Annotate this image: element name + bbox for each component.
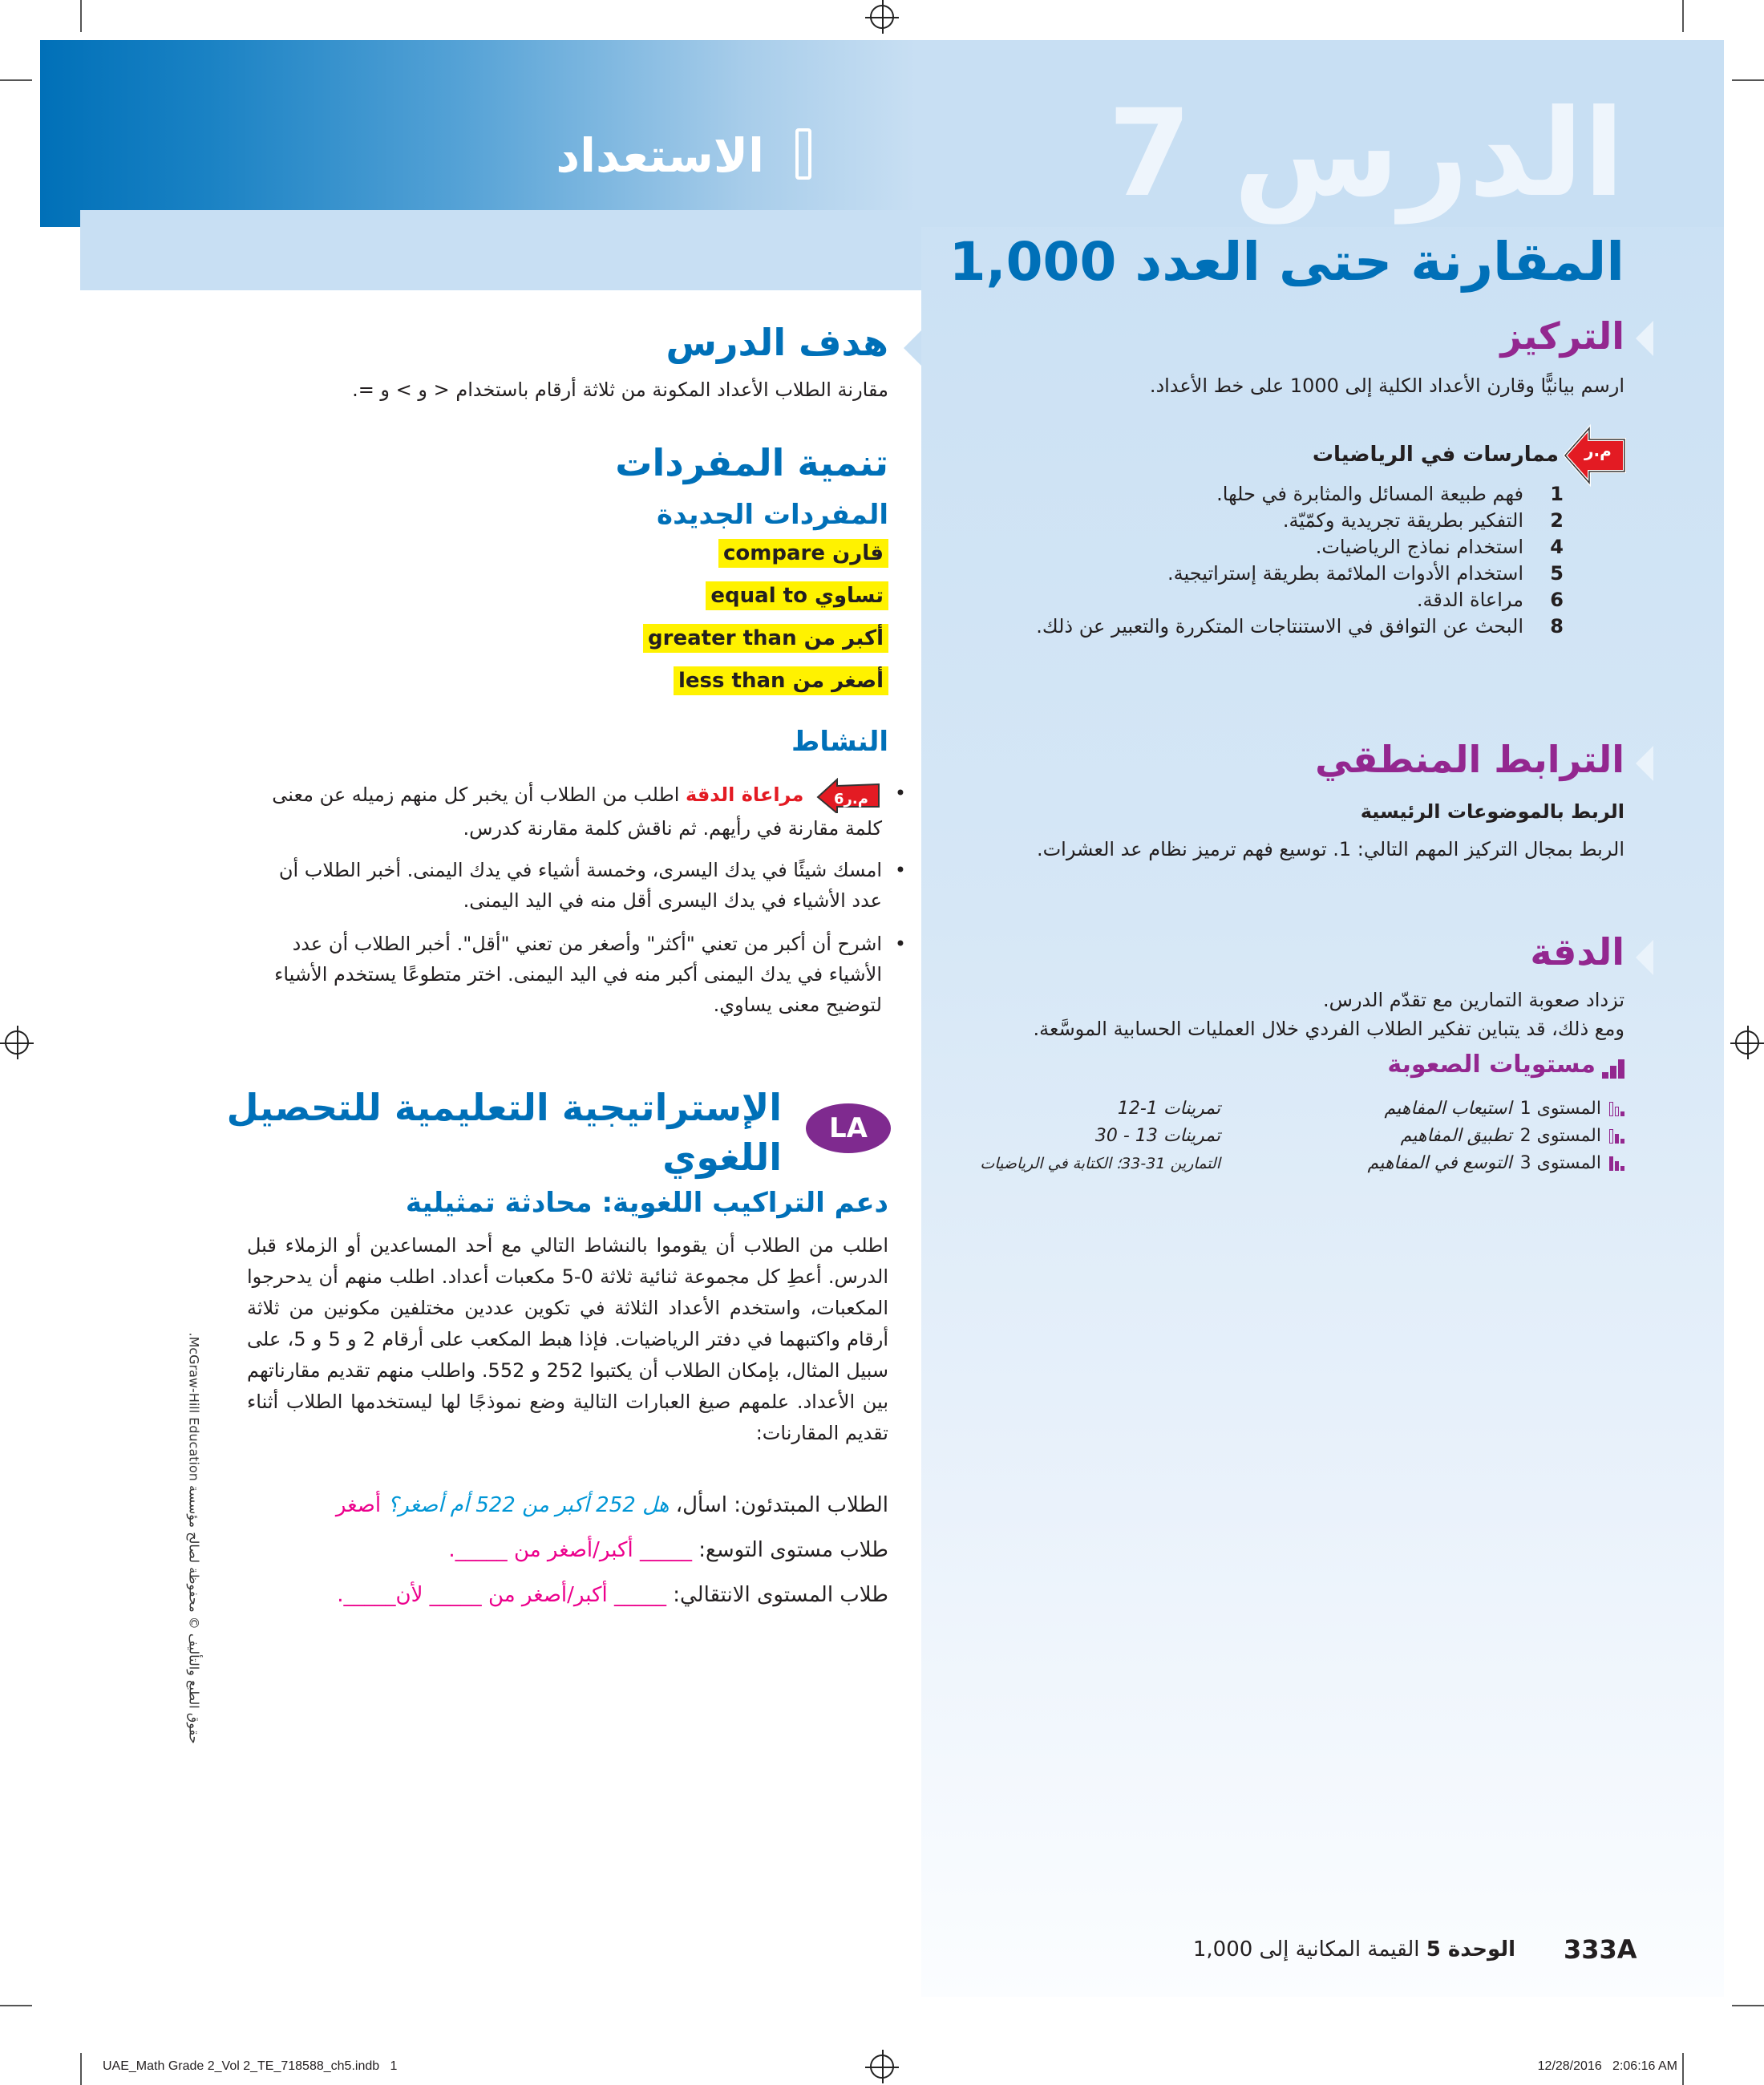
section-marker-icon — [1636, 321, 1653, 356]
activity-heading: النشاط — [791, 726, 888, 758]
level-row — [1385, 1099, 1624, 1119]
unit-title: القيمة المكانية إلى 1,000 — [1192, 1937, 1420, 1962]
coherence-text: الربط بمجال التركيز المهم التالي: 1. توسيع فهم ترميز نظام عد العشرات. — [1036, 838, 1624, 860]
registration-mark-icon — [5, 1030, 29, 1055]
level-name: تطبيق المفاهيم — [1400, 1126, 1512, 1146]
difficulty-bars-icon — [1602, 1059, 1624, 1079]
section-marker-icon — [1636, 746, 1653, 781]
vocab-term: تساوي equal to — [706, 581, 888, 610]
difficulty-levels-heading — [1387, 1051, 1624, 1079]
language-heading-line: اللغوي — [662, 1136, 782, 1179]
level-exercises: تمرينات 13 - 30 — [1094, 1126, 1220, 1146]
level-label: المستوى 2 — [1519, 1126, 1601, 1146]
practice-number: 6 — [1550, 589, 1564, 611]
difficulty-levels-title: مستويات الصعوبة — [1387, 1051, 1596, 1079]
crop-mark — [0, 2005, 32, 2006]
new-vocabulary-subheading: المفردات الجديدة — [657, 499, 888, 531]
objective-heading: هدف الدرس — [666, 321, 888, 364]
practice-text: استخدام نماذج الرياضيات. — [1315, 536, 1523, 558]
beginner-answer: أصغر — [335, 1493, 382, 1517]
vocab-term: قارن compare — [718, 539, 888, 568]
beginner-frame — [336, 1490, 888, 1520]
slug-timestamp: 12/28/2016 2:06:16 AM — [1537, 2059, 1677, 2073]
vocab-term: أصغر من less than — [674, 666, 888, 695]
level-1-icon — [1609, 1102, 1624, 1116]
practice-text: مراعاة الدقة. — [1416, 589, 1523, 611]
coherence-heading: الترابط المنطقي — [1315, 738, 1624, 781]
bullet-text: اشرح أن أكبر من تعني "أكثر" وأصغر من تعني "أقل". أخبر الطلاب أن عدد الأشياء في يدك اليمنى أكبر منه في اليد اليمنى. اختر متطوعًا يستخدم الأشياء لتوضيح معنى يساوي. — [274, 933, 882, 1016]
practice-item — [1036, 613, 1564, 640]
level-name: استيعاب المفاهيم — [1384, 1099, 1512, 1119]
language-paragraph: اطلب من الطلاب أن يقوموا بالنشاط التالي مع أحد المساعدين أو الزملاء قبل الدرس. أعطِ كل مجموعة ثنائية ثلاثة 0-5 مكعبات أعداد. اطلب منهم أن يدحرجوا المكعبات، واستخدم الأعداد الثلاثة في تكوين عددين مختلفين مكونين من ثلاثة أرقام واكتبهما في دفتر الرياضيات. فإذا هبط المكعب على أرقام 2 و 5 و 5، على سبيل المثال، بإمكان الطلاب أن يكتبوا 252 و 552. واطلب منهم تقديم مقارناتهم بين الأعداد. علمهم صيغ العبارات التالية وضع نموذجًا لها ليستخدمها الطلاب أثناء تقديم المقارنات: — [247, 1234, 888, 1444]
level-label: المستوى 1 — [1519, 1099, 1601, 1119]
language-heading — [227, 1083, 782, 1182]
practice-text: التفكير بطريقة تجريدية وكمّيّة. — [1282, 509, 1523, 532]
registration-mark-icon — [870, 5, 894, 29]
level-exercises: التمارين 31-33؛ الكتابة في الرياضيات — [980, 1155, 1220, 1172]
registration-mark-icon — [1735, 1030, 1759, 1055]
focus-description: ارسم بيانيًّا وقارن الأعداد الكلية إلى 1000 على خط الأعداد. — [1149, 374, 1624, 397]
practice-number: 2 — [1550, 509, 1564, 532]
practice-item — [1036, 534, 1564, 561]
practice-item — [1036, 561, 1564, 587]
math-practices-badge-label: م.ر — [1584, 441, 1612, 460]
activity-bullet — [257, 929, 882, 1020]
level-2-icon — [1609, 1129, 1624, 1144]
slug-file: UAE_Math Grade 2_Vol 2_TE_718588_ch5.indb 1 — [103, 2059, 398, 2073]
level-row — [1401, 1126, 1624, 1146]
level-3-icon — [1609, 1156, 1624, 1171]
practice-number: 4 — [1550, 536, 1564, 558]
bullet-text: امسك شيئًا في يدك اليسرى، وخمسة أشياء في يدك اليمنى. أخبر الطلاب أن عدد الأشياء في يدك اليسرى أقل منه في اليد اليمنى. — [278, 859, 882, 912]
rigor-line-2: ومع ذلك، قد يتباين تفكير الطلاب الفردي خلال العمليات الحسابية الموسَّعة. — [1033, 1018, 1624, 1040]
rigor-heading: الدقة — [1530, 930, 1624, 974]
section-label: الاستعداد — [556, 128, 764, 183]
unit-label: الوحدة 5 — [1426, 1937, 1515, 1962]
objective-text: مقارنة الطلاب الأعداد المكونة من ثلاثة أرقام باستخدام < و > و =. — [352, 379, 888, 401]
practice-text: فهم طبيعة المسائل والمثابرة في حلها. — [1216, 483, 1523, 505]
language-subheading: دعم التراكيب اللغوية: محادثة تمثيلية — [405, 1187, 888, 1219]
math-practices-heading: ممارسات في الرياضيات — [1312, 443, 1559, 467]
expanding-label: طلاب مستوى التوسع: — [698, 1538, 888, 1562]
practice-item — [1036, 587, 1564, 613]
bridging-label: طلاب المستوى الانتقالي: — [673, 1583, 888, 1607]
level-row — [1368, 1153, 1624, 1173]
math-practices-list — [1036, 481, 1564, 640]
language-heading-line: الإستراتيجية التعليمية للتحصيل — [226, 1086, 782, 1129]
bullet-text: اطلب من الطلاب أن يخبر كل منهم زميله عن معنى كلمة مقارنة في رأيهم. ثم ناقش كلمة مقارنة كدرس. — [272, 783, 882, 840]
beginner-question: هل 252 أكبر من 522 أم أصغر؟ — [387, 1493, 670, 1517]
la-badge-label: LA — [829, 1112, 868, 1144]
coherence-subheading: الربط بالموضوعات الرئيسية — [1360, 800, 1624, 823]
precision-lead: مراعاة الدقة — [686, 783, 804, 806]
crop-mark — [1682, 0, 1684, 32]
expanding-sentence: _____ أكبر/أصغر من _____. — [448, 1538, 692, 1562]
section-bar-icon — [795, 128, 811, 180]
rigor-line-1: تزداد صعوبة التمارين مع تقدّم الدرس. — [1323, 989, 1624, 1011]
crop-mark — [80, 2053, 82, 2085]
crop-mark — [0, 79, 32, 81]
registration-mark-icon — [870, 2055, 894, 2079]
bridging-frame — [337, 1580, 888, 1610]
practice-item — [1036, 508, 1564, 534]
crop-mark — [1732, 2005, 1764, 2006]
level-label: المستوى 3 — [1519, 1153, 1601, 1173]
practice-item — [1036, 481, 1564, 508]
vocab-term: أكبر من greater than — [643, 624, 888, 653]
vocabulary-heading: تنمية المفردات — [615, 441, 888, 484]
math-practices-arrow-icon — [1564, 423, 1628, 480]
precision-badge-icon — [816, 778, 882, 813]
page-number: 333A — [1564, 1934, 1637, 1965]
practice-number: 8 — [1550, 615, 1564, 638]
lesson-title: الدرس 7 — [1107, 84, 1624, 224]
beginner-label: الطلاب المبتدئون: اسأل، — [675, 1493, 888, 1517]
focus-heading: التركيز — [1500, 314, 1624, 358]
crop-mark — [1682, 2053, 1684, 2085]
la-badge — [806, 1103, 891, 1153]
practice-text: استخدام الأدوات الملائمة بطريقة إستراتيجية. — [1167, 562, 1523, 585]
copyright-notice: حقوق الطبع والتأليف © محفوظة لصالح مؤسسة McGraw-Hill Education. — [186, 1332, 202, 1744]
lesson-subtitle: المقارنة حتى العدد 1,000 — [949, 231, 1624, 293]
section-marker-icon — [904, 330, 921, 366]
activity-bullet — [241, 778, 882, 844]
header-light-strip — [80, 210, 921, 290]
level-exercises: تمرينات 1-12 — [1117, 1099, 1220, 1119]
crop-mark — [80, 0, 82, 32]
expanding-frame — [448, 1535, 888, 1565]
practice-text: البحث عن التوافق في الاستنتاجات المتكررة والتعبير عن ذلك. — [1036, 615, 1523, 638]
activity-bullet — [273, 855, 882, 916]
level-name: التوسع في المفاهيم — [1367, 1153, 1512, 1173]
unit-footer — [1193, 1937, 1515, 1962]
section-marker-icon — [1636, 940, 1653, 975]
crop-mark — [1732, 79, 1764, 81]
precision-badge-label: • م.ر6 — [834, 791, 868, 808]
practice-number: 1 — [1550, 483, 1564, 505]
practice-number: 5 — [1550, 562, 1564, 585]
bridging-sentence: _____ أكبر/أصغر من _____ لأن_____. — [337, 1583, 666, 1607]
